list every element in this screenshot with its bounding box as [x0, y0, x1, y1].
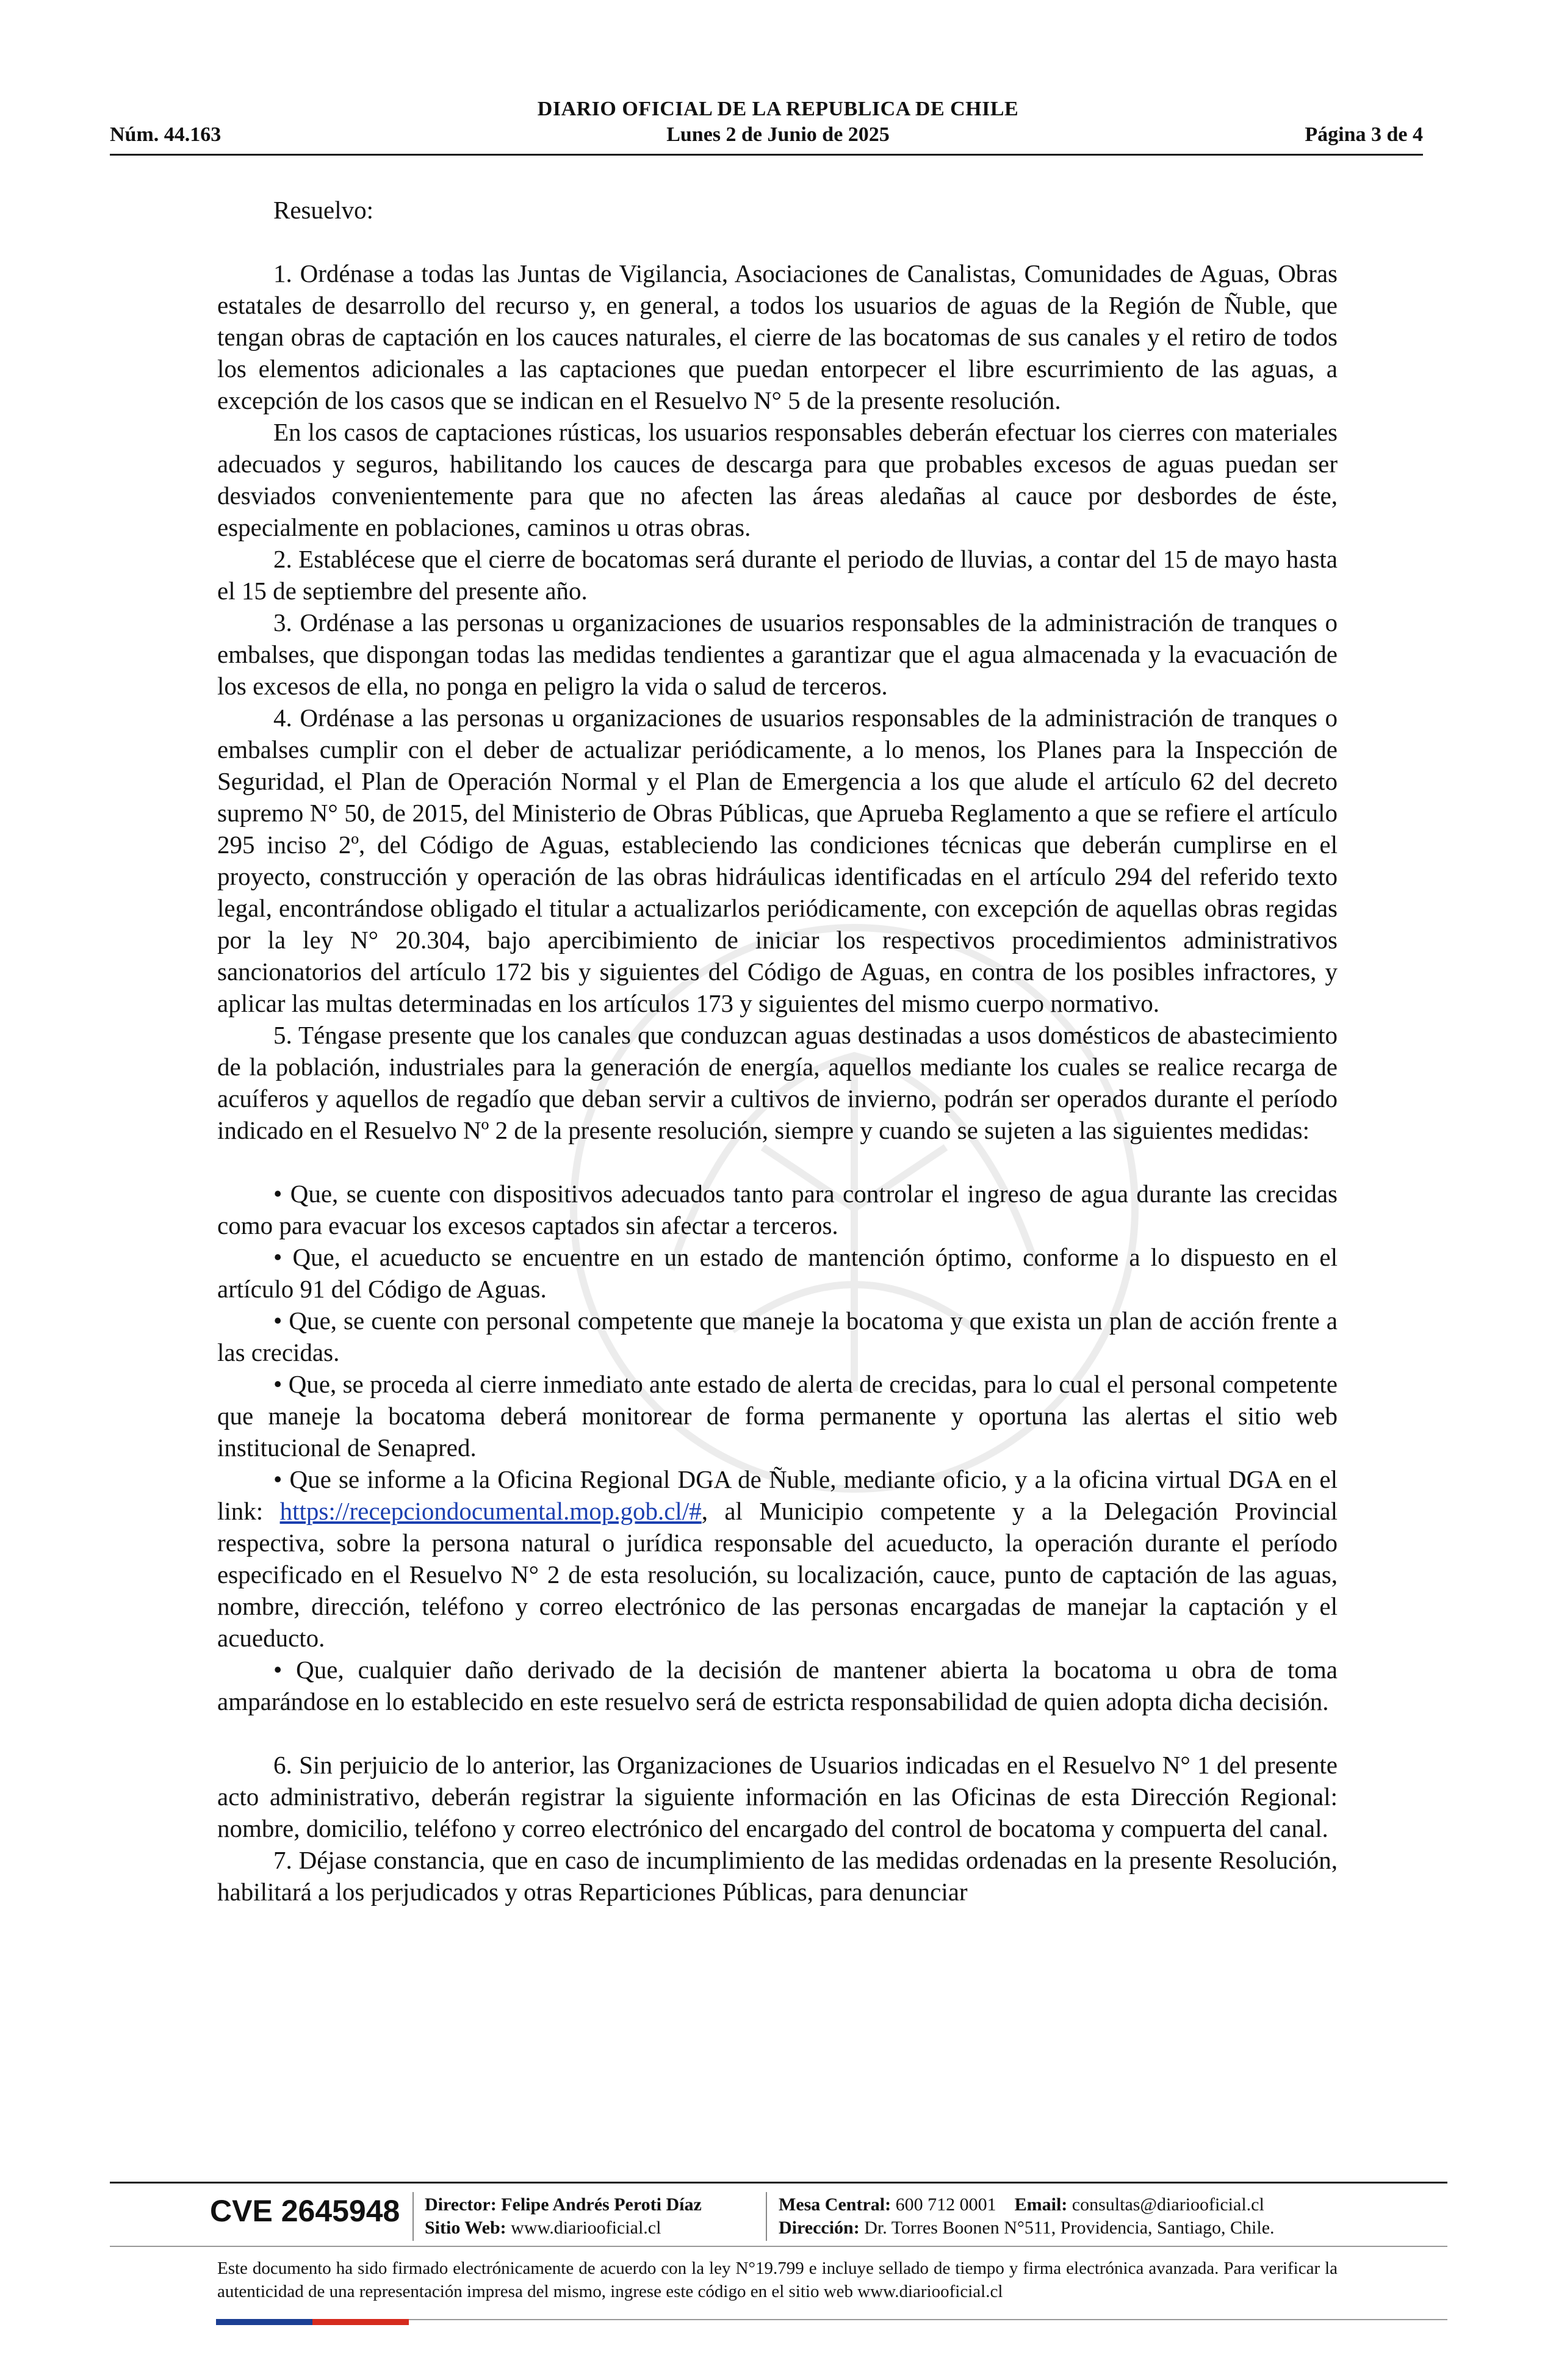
legal-notice: Este documento ha sido firmado electrónicamente de acuerdo con la ley N°19.799 e incluye sellado de tiempo y firma electrónica avanzada. Para verificar la autenticidad de una representación impresa del mismo, ingrese este código en el sitio web www.diariooficial.cl [217, 2259, 1338, 2301]
bullet-5-text-post: , al Municipio competente y a la Delegación Provincial respectiva, sobre la persona natural o jurídica responsable del acueducto, la operación durante el período especificado en el Resuelvo N° 2 de esta resolución, su localización, cauce, punto de captación de las aguas, nombre, dirección, teléfono y correo electrónico de las personas encargadas de manejar la captación y el acueducto. [217, 1497, 1338, 1652]
footer-divider-top [110, 2182, 1447, 2183]
recepcion-documental-link[interactable]: https://recepciondocumental.mop.gob.cl/# [279, 1497, 702, 1525]
footer-contact-block [779, 2193, 1275, 2240]
paragraph-4: 4. Ordénase a las personas u organizaciones de usuarios responsables de la administración de tranques o embalses cumplir con el deber de actualizar periódicamente, a lo menos, los Planes para la Inspección de Seguridad, el Plan de Operación Normal y el Plan de Emergencia a los que alude el artículo 62 del decreto supremo N° 50, de 2015, del Ministerio de Obras Públicas, que Aprueba Reglamento a que se refiere el artículo 295 inciso 2º, del Código de Aguas, estableciendo las condiciones técnicas que deberán cumplirse en el proyecto, construcción y operación de las obras hidráulicas identificadas en el artículo 294 del referido texto legal, encontrándose obligado el titular a actualizarlos periódicamente, con excepción de aquellas obras regidas por la ley N° 20.304, bajo apercibimiento de iniciar los respectivos procedimientos administrativos sancionatorios del artículo 172 bis y siguientes del Código de Aguas, en contra de los posibles infractores, y aplicar las multas determinadas en los artículos 173 y siguientes del mismo cuerpo normativo. [217, 704, 1338, 1017]
newspaper-title: DIARIO OFICIAL DE LA REPUBLICA DE CHILE [537, 98, 1019, 120]
paragraph-1b: En los casos de captaciones rústicas, los usuarios responsables deberán efectuar los cierres con materiales adecuados y seguros, habilitando los cauces de descarga para que probables excesos de aguas puedan ser desviados convenientemente para que no afecten las áreas aledañas al cauce por desbordes de éste, especialmente en poblaciones, caminos u otras obras. [217, 418, 1338, 541]
bullet-5 [217, 1463, 1338, 1654]
page-indicator: Página 3 de 4 [1305, 123, 1423, 146]
address-label: Dirección: [779, 2218, 860, 2238]
director-name: Felipe Andrés Peroti Díaz [501, 2194, 702, 2215]
paragraph-7: 7. Déjase constancia, que en caso de incumplimiento de las medidas ordenadas en la presente Resolución, habilitará a los perjudicados y otras Reparticiones Públicas, para denunciar [217, 1846, 1338, 1906]
cve-code: CVE 2645948 [210, 2194, 400, 2228]
flag-stripe-red [312, 2319, 409, 2325]
issue-date: Lunes 2 de Junio de 2025 [666, 123, 890, 146]
site-value: www.diariooficial.cl [511, 2218, 661, 2238]
email-value: consultas@diariooficial.cl [1072, 2194, 1264, 2215]
paragraph-5: 5. Téngase presente que los canales que conduzcan aguas destinadas a usos domésticos de abastecimiento de la población, industriales para la generación de energía, aquellos mediante los cuales se realice recarga de acuíferos y aquellos de regadío que deban servir a cultivos de invierno, podrán ser operados durante el período indicado en el Resuelvo Nº 2 de la presente resolución, siempre y cuando se sujeten a las siguientes medidas: [217, 1021, 1338, 1144]
email-label: Email: [1014, 2194, 1068, 2215]
footer-separator [412, 2192, 414, 2241]
header-divider [110, 154, 1423, 156]
paragraph-3: 3. Ordénase a las personas u organizaciones de usuarios responsables de la administración de tranques o embalses, que dispongan todas las medidas tendientes a garantizar que el agua almacenada y la evacuación de los excesos de ella, no ponga en peligro la vida o salud de terceros. [217, 608, 1338, 700]
resuelvo-heading: Resuelvo: [273, 196, 373, 224]
footer-divider-mid [110, 2246, 1447, 2247]
bullet-1: • Que, se cuente con dispositivos adecuados tanto para controlar el ingreso de agua durante las crecidas como para evacuar los excesos captados sin afectar a terceros. [217, 1180, 1338, 1239]
bullet-6: • Que, cualquier daño derivado de la decisión de mantener abierta la bocatoma u obra de toma amparándose en lo establecido en este resuelvo será de estricta responsabilidad de quien adopta dicha decisión. [217, 1656, 1338, 1715]
bullet-5-text-pre: • Que se informe a la Oficina Regional DGA de Ñuble, mediante oficio, y a la oficina virtual DGA en el link: [217, 1465, 1338, 1525]
spacer [217, 1146, 1338, 1178]
document-body [217, 194, 1338, 1908]
paragraph-6: 6. Sin perjuicio de lo anterior, las Organizaciones de Usuarios indicadas en el Resuelvo N° 1 del presente acto administrativo, deberán registrar la siguiente información en las Oficinas de esta Dirección Regional: nombre, domicilio, teléfono y correo electrónico del encargado del control de bocatoma y compuerta del canal. [217, 1751, 1338, 1842]
footer-separator [766, 2192, 767, 2241]
paragraph-2: 2. Establécese que el cierre de bocatomas será durante el periodo de lluvias, a contar del 15 de mayo hasta el 15 de septiembre del presente año. [217, 545, 1338, 605]
footer-director-block [425, 2193, 702, 2240]
director-label: Director: [425, 2194, 497, 2215]
paragraph-1: 1. Ordénase a todas las Juntas de Vigilancia, Asociaciones de Canalistas, Comunidades de Aguas, Obras estatales de desarrollo del recurso y, en general, a todos los usuarios de aguas de la Región de Ñuble, que tengan obras de captación en los cauces naturales, el cierre de las bocatomas de sus canales y el retiro de todos los elementos adicionales a las captaciones que puedan entorpecer el libre escurrimiento de las aguas, a excepción de los casos que se indican en el Resuelvo N° 5 de la presente resolución. [217, 259, 1338, 414]
mesa-value: 600 712 0001 [895, 2194, 996, 2215]
issue-number: Núm. 44.163 [110, 123, 222, 146]
bullet-2: • Que, el acueducto se encuentre en un estado de mantención óptimo, conforme a lo dispuesto en el artículo 91 del Código de Aguas. [217, 1243, 1338, 1303]
mesa-label: Mesa Central: [779, 2194, 891, 2215]
flag-stripe-blue [216, 2319, 312, 2325]
site-label: Sitio Web: [425, 2218, 506, 2238]
spacer [217, 1717, 1338, 1749]
bullet-4: • Que, se proceda al cierre inmediato ante estado de alerta de crecidas, para lo cual el personal competente que maneje la bocatoma deberá monitorear de forma permanente y oportuna las alertas el sitio web institucional de Senapred. [217, 1370, 1338, 1462]
address-value: Dr. Torres Boonen N°511, Providencia, Santiago, Chile. [864, 2218, 1275, 2238]
bullet-3: • Que, se cuente con personal competente que maneje la bocatoma y que exista un plan de acción frente a las crecidas. [217, 1307, 1338, 1366]
